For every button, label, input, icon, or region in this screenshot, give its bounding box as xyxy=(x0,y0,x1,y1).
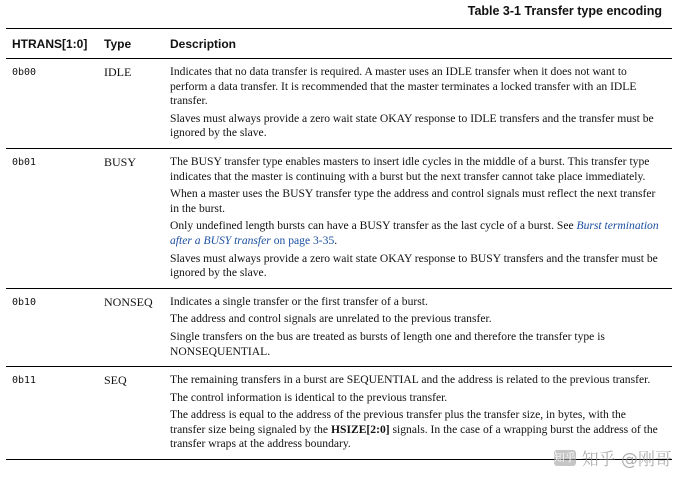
header-description: Description xyxy=(170,36,237,51)
description-paragraph: Indicates a single transfer or the first transfer of a burst. xyxy=(170,294,428,308)
description-paragraph: Slaves must always provide a zero wait state OKAY response to BUSY transfers and the transfer must be ignored by the slave. xyxy=(170,251,658,280)
transfer-type: NONSEQ xyxy=(104,294,153,309)
table-row xyxy=(6,149,672,289)
description-paragraph: When a master uses the BUSY transfer type the address and control signals must reflect the next transfer in the burst. xyxy=(170,187,656,215)
transfer-type: SEQ xyxy=(104,373,127,388)
text-segment: Only undefined length bursts can have a BUSY transfer as the last cycle of a burst. See xyxy=(170,219,577,233)
description-paragraph: The address and control signals are unrelated to the previous transfer. xyxy=(170,312,492,326)
transfer-type-table xyxy=(6,28,672,460)
zhihu-logo-icon: 知乎 xyxy=(553,450,576,464)
text-segment: . xyxy=(334,233,338,247)
description-paragraph: The control information is identical to the previous transfer. xyxy=(170,390,448,404)
transfer-type: BUSY xyxy=(104,154,137,169)
htrans-code: 0b11 xyxy=(12,375,37,387)
description-cell xyxy=(164,373,672,455)
text-segment: signals. In the case of a wrapping burst the address of the transfer wraps at the address boundary. xyxy=(170,422,658,451)
signal-name: HSIZE[2:0] xyxy=(330,422,390,436)
description-paragraph: The remaining transfers in a burst are SEQUENTIAL and the address is related to the previous transfer. xyxy=(170,373,651,387)
table-header-row xyxy=(6,29,672,59)
description-paragraph: The BUSY transfer type enables masters to insert idle cycles in the middle of a burst. This transfer type indicates that the master is continuing with a burst but the next transfer cannot take place immediately. xyxy=(170,154,650,183)
watermark xyxy=(554,445,672,470)
description-cell xyxy=(164,155,672,284)
header-htrans: HTRANS[1:0] xyxy=(12,36,88,51)
description-cell xyxy=(164,65,672,144)
table-row xyxy=(6,289,672,367)
htrans-code: 0b10 xyxy=(12,296,37,308)
header-type: Type xyxy=(104,36,132,51)
cross-reference-link[interactable]: Burst termination after a BUSY transfer xyxy=(170,219,659,247)
watermark-text: 知乎 @刚哥 xyxy=(581,450,672,470)
text-segment: The address is equal to the address of the previous transfer plus the transfer size, in bytes, with the transfer size being signaled by the xyxy=(170,408,626,436)
description-paragraph: Single transfers on the bus are treated as bursts of length one and therefore the transfer type is NONSEQUENTIAL. xyxy=(170,329,605,358)
transfer-type: IDLE xyxy=(104,65,132,79)
description-paragraph: Slaves must always provide a zero wait state OKAY response to IDLE transfers and the transfer must be ignored by the slave. xyxy=(170,111,654,140)
description-paragraph: Indicates that no data transfer is required. A master uses an IDLE transfer when it does not want to perform a data transfer. It is recommended that the master terminates a locked transfer with an IDLE transfer. xyxy=(170,65,637,108)
table-caption: Table 3-1 Transfer type encoding xyxy=(467,4,662,18)
table-row xyxy=(6,59,672,149)
htrans-code: 0b01 xyxy=(12,156,37,168)
description-cell xyxy=(164,295,672,362)
htrans-code: 0b00 xyxy=(12,67,37,78)
page-reference-link[interactable]: on page 3-35 xyxy=(270,233,335,247)
description-paragraph xyxy=(170,219,664,248)
